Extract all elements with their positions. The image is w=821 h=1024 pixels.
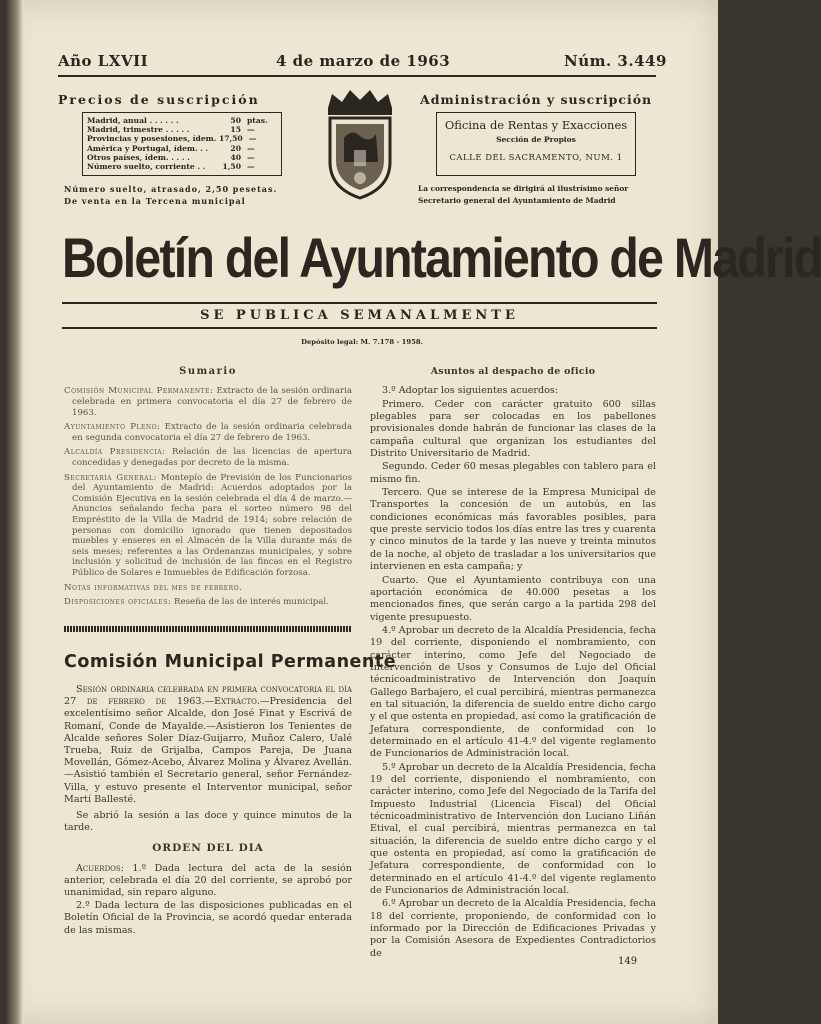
administration-title: Administración y suscripción bbox=[420, 92, 653, 107]
rate-name: Madrid, trimestre . . . . . bbox=[87, 125, 190, 135]
rate-value: 40 bbox=[230, 152, 241, 162]
rate-name: América y Portugal, ídem. . . bbox=[87, 143, 209, 153]
subscription-note-sale: De venta en la Tercena municipal bbox=[64, 196, 246, 206]
summary-entry: Notas informativas del mes de febrero. bbox=[64, 582, 243, 593]
summary-entry: Ayuntamiento Pleno: Extracto de la sesión ordinaria celebrada en segunda convocatoria el día 27 de febrero de 1963. bbox=[64, 422, 352, 443]
asuntos-paragraph: Segundo. Ceder 60 mesas plegables con tablero para el mismo fin. bbox=[370, 461, 656, 485]
rate-unit: ptas. bbox=[247, 116, 268, 125]
rate-name: Otros países, ídem. . . . . bbox=[87, 152, 190, 162]
asuntos-paragraph: Primero. Ceder con carácter gratuito 600 sillas plegables para ser colocadas en los pabellones provisionales donde habrán de funcionar las clases de la campaña cultural que organizan los estudiantes del Distrito Universitario de Madrid. bbox=[370, 398, 656, 460]
binding-edge bbox=[6, 0, 24, 1024]
office-address: CALLE DEL SACRAMENTO, NUM. 1 bbox=[449, 153, 623, 163]
asuntos-paragraph: Cuarto. Que el Ayuntamiento contribuya con una aportación económica de 40.000 pesetas a los mencionados fines, que serán cargo a la partida 298 del vigente presupuesto. bbox=[370, 574, 656, 623]
masthead-rule-bottom bbox=[62, 327, 657, 329]
rate-value: 17,50 bbox=[218, 134, 243, 144]
acuerdo-2: 2.º Dada lectura de las disposiciones publicadas en el Boletín Oficial de la Provincia, se acordó quedar enterada de las mismas. bbox=[64, 900, 352, 936]
orden-del-dia-title: ORDEN DEL DIA bbox=[152, 842, 264, 855]
asuntos-paragraph: 6.º Aprobar un decreto de la Alcaldía Presidencia, fecha 18 del corriente, proponiendo, de conformidad con lo informado por la Dirección de Edificaciones Privadas y por la Comisión Asesora de Expedientes Contradictorios de bbox=[370, 898, 656, 959]
header-rule bbox=[58, 75, 656, 77]
publication-frequency: SE PUBLICA SEMANALMENTE bbox=[200, 308, 519, 323]
rate-value: 15 bbox=[230, 125, 241, 135]
subscription-title: Precios de suscripción bbox=[58, 92, 260, 107]
rate-value: 50 bbox=[230, 116, 241, 125]
administration-note-correspondence: La correspondencia se dirigirá al ilustrísimo señor bbox=[418, 184, 629, 193]
masthead-title: Boletín del Ayuntamiento de Madrid bbox=[62, 226, 821, 289]
office-section: Sección de Propios bbox=[496, 135, 576, 144]
page-number: 149 bbox=[618, 956, 638, 967]
comision-body bbox=[64, 684, 352, 938]
asuntos-title: Asuntos al despacho de oficio bbox=[430, 366, 596, 377]
rate-name: Provincias y posesiones, ídem. bbox=[87, 134, 217, 144]
issue-number: Núm. 3.449 bbox=[564, 52, 667, 70]
comision-intro: Sesión ordinaria celebrada en primera convocatoria el día 27 de febrero de 1963.—Extracto.—Presidencia del excelentísimo señor Alcalde, don José Finat y Escrivá de Romaní, Conde de Mayalde.—Asistieron los Tenientes de Alcalde señores Soler Díaz-Guijarro, Muñoz Calero, Ualé Trueba, Ruiz de Grijalba, Campos Pareja, De Juana Movellán, Gómez-Acebo, Álvarez Molina y Álvarez Avellán.—Asistió también el Secretario general, señor Fernández-Villa, y estuvo presente el Interventor municipal, señor Martí Ballesté. bbox=[64, 684, 352, 805]
subscription-rates-box: Madrid, anual . . . . . . 50 ptas. Madrid, trimestre . . . . . 15 — Provincias y posesiones, ídem. 17,50 — América y Portugal, ídem. . . 20 — Otros países, ídem. . . . . 40 — Número suelto, corriente . . 1,50 — bbox=[82, 112, 282, 176]
comision-opening: Se abrió la sesión a las doce y quince minutos de la tarde. bbox=[64, 810, 352, 834]
asuntos-section bbox=[370, 366, 656, 961]
asuntos-paragraph: 5.º Aprobar un decreto de la Alcaldía Presidencia, fecha 19 del corriente, disponiendo el nombramiento, con carácter interino, como Jefe del Negociado de la Tarifa del Impuesto Industrial (Licencia Fiscal) del Oficial técnicoadministrativo de Intervención don Luciano Liñán Etival, el cual percibirá, mientras permanezca en tal situación, la diferencia de sueldo entre dicho cargo y el que ostenta en propiedad, así como la gratificación de Jefatura correspondiente, de conformidad con lo determinado en el artículo 41-4.º del vigente reglamento de Funcionarios de Administración local. bbox=[370, 761, 656, 897]
office-name: Oficina de Rentas y Exacciones bbox=[444, 118, 628, 132]
asuntos-paragraph: 4.º Aprobar un decreto de la Alcaldía Presidencia, fecha 19 del corriente, disponiendo el nombramiento, con carácter interino, como Jefe del Negociado de Intervención de Usos y Consumos de Lujo del Oficial técnicoadministrativo de Intervención don Joaquín Gallego Barbajero, el cual percibirá, mientras permanezca en tal situación, la diferencia de sueldo entre dicho cargo y el que ostenta en propiedad, así como la gratificación de Jefatura correspondiente, de conformidad con lo determinado en el artículo 41-4.º del vigente reglamento de Funcionarios de Administración local. bbox=[370, 624, 656, 760]
subscription-note-back-issue: Número suelto, atrasado, 2,50 pesetas. bbox=[64, 184, 278, 194]
rate-value: 1,50 bbox=[222, 162, 241, 172]
issue-year: Año LXVII bbox=[58, 52, 149, 70]
rate-name: Número suelto, corriente . . bbox=[87, 162, 206, 172]
rate-name: Madrid, anual . . . . . . bbox=[87, 116, 179, 125]
administration-note-secretary: Secretario general del Ayuntamiento de Madrid bbox=[418, 196, 616, 205]
newspaper-page bbox=[6, 0, 821, 1024]
issue-date: 4 de marzo de 1963 bbox=[276, 52, 451, 70]
summary-section bbox=[64, 366, 352, 612]
masthead-rule-top bbox=[62, 302, 657, 304]
summary-entry: Alcaldía Presidencia: Relación de las licencias de apertura concedidas y denegadas por decreto de la misma. bbox=[64, 447, 353, 468]
rate-value: 20 bbox=[230, 143, 241, 153]
legal-deposit: Depósito legal: M. 7.178 - 1958. bbox=[301, 338, 423, 346]
acuerdo-1: Acuerdos: 1.º Dada lectura del acta de la sesión anterior, celebrada el día 20 del corriente, se aprobó por unanimidad, sin reparo alguno. bbox=[64, 862, 352, 899]
summary-entry: Secretaría General: Montepío de Previsión de los Funcionarios del Ayuntamiento de Madrid: Acuerdos adoptados por la Comisión Ejecutiva en la sesión celebrada el día 4 de marzo.—Anuncios señalando fecha para el sorteo número 98 del Empréstito de la Villa de Madrid de 1914; sobre relación de personas con domicilio ignorado que tienen depositados muebles y enseres en el Almacén de la Villa durante más de seis meses; referentes a las Ordenanzas municipales, y sobre inclusión y solicitud de inclusión de las fincas en el Registro Público de Solares e Inmuebles de Edificación forzosa. bbox=[64, 472, 352, 578]
summary-title: Sumario bbox=[179, 366, 237, 377]
administration-box bbox=[436, 112, 636, 176]
asuntos-paragraph: 3.º Adoptar los siguientes acuerdos: bbox=[382, 385, 559, 397]
madrid-coat-of-arms-icon bbox=[318, 88, 402, 202]
summary-entry: Disposiciones oficiales: Reseña de las de interés municipal. bbox=[64, 597, 329, 608]
summary-entry: Comisión Municipal Permanente: Extracto de la sesión ordinaria celebrada en primera convocatoria el día 27 de febrero de 1963. bbox=[64, 386, 352, 418]
summary-divider bbox=[64, 626, 352, 632]
asuntos-paragraph: Tercero. Que se interese de la Empresa Municipal de Transportes la concesión de un autobús, en las condiciones económicas más favorables posibles, para que preste servicio todos los días entre las tres y cuarenta y cinco minutos de la tarde y las nueve y treinta minutos de la noche, al objeto de trasladar a los universitarios que intervienen en esta campaña; y bbox=[370, 487, 656, 573]
comision-title: Comisión Municipal Permanente bbox=[64, 652, 397, 672]
